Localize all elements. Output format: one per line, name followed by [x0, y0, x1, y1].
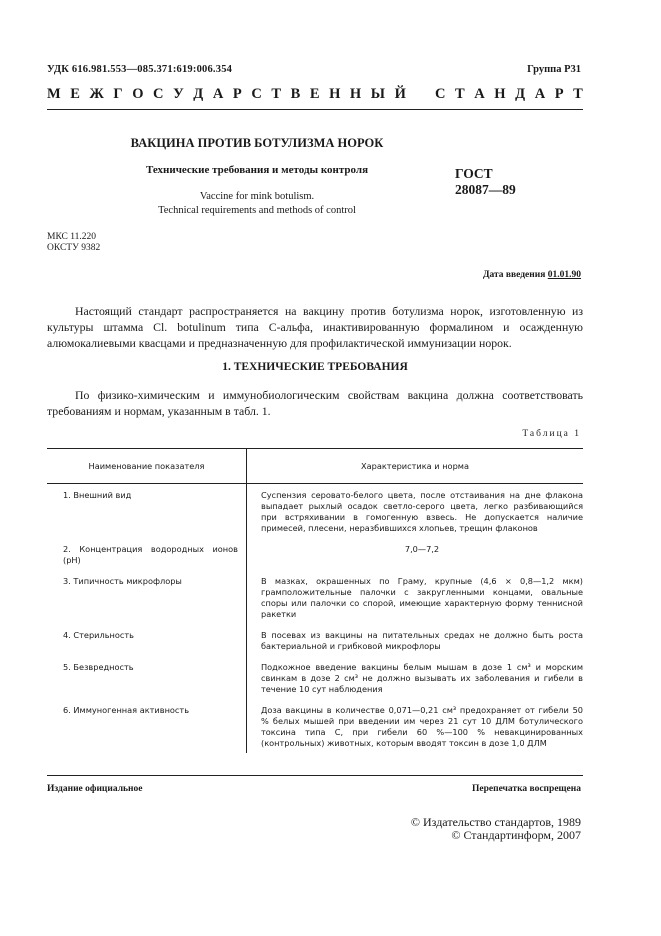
table-caption: Таблица 1	[522, 429, 581, 439]
gost-label: ГОСТ	[455, 166, 493, 181]
requirements-table	[47, 448, 583, 753]
mks-code: МКС 11.220	[47, 232, 97, 242]
table-row	[47, 484, 583, 539]
indicator-norm: Доза вакцины в количестве 0,071—0,21 см³ предохраняет от гибели 50 % белых мышей при введении им через 21 сут 10 ДЛМ ботулического токсина типа С, при гибели 60 %—100 % невакцинированных (контрольных) животных, которым вводят токсин в дозе 1,0 ДЛМ	[261, 705, 583, 748]
header-divider	[47, 109, 583, 110]
english-title-line2: Technical requirements and methods of control	[158, 205, 356, 216]
banner-letter: М	[47, 86, 61, 102]
banner-letter: Ы	[370, 86, 385, 102]
banner-letter: Н	[349, 86, 362, 102]
indicator-norm: Суспензия серовато-белого цвета, после отстаивания на дне флакона выпадает рыхлый осадок светло-серого цвета, легко разбивающийся при встряхивании в гомогенную взвесь. Не допускается наличие примесей, плесени, неразбившихся хлопьев, трещин флаконов	[261, 490, 583, 533]
table-row	[47, 699, 583, 753]
banner-letter: Е	[309, 86, 320, 102]
banner-letter: С	[434, 86, 446, 102]
okstu-code: ОКСТУ 9382	[47, 243, 101, 253]
table-row	[47, 656, 583, 699]
banner-letter: С	[153, 86, 164, 102]
banner-letter: А	[534, 86, 546, 102]
banner-letter: Т	[573, 86, 583, 102]
standard-banner	[47, 86, 583, 103]
indicator-name: 6. Иммуногенная активность	[47, 699, 247, 753]
table-row	[47, 624, 583, 656]
effective-date-label: Дата введения	[482, 270, 546, 280]
group-code: Группа Р31	[527, 64, 581, 75]
effective-date-value: 01.01.90	[547, 270, 581, 280]
banner-letter: А	[474, 86, 485, 102]
banner-letter: Г	[113, 86, 123, 102]
indicator-norm: В посевах из вакцины на питательных средах не должно быть роста бактериальной и грибковой микрофлоры	[261, 630, 583, 651]
intro-paragraph: Настоящий стандарт распространяется на вакцину против ботулизма норок, изготовленную из культуры штамма Cl. botulinum типа С-альфа, инактивированную формалином и осажденную алюмокалиевыми квасцами и предназначенную для профилактической иммунизации норок.	[47, 304, 583, 350]
footer-divider	[47, 775, 583, 776]
table-header-row	[47, 449, 583, 484]
banner-letter: Е	[70, 86, 80, 102]
udk-code: УДК 616.981.553—085.371:619:006.354	[47, 64, 233, 75]
banner-letter: Т	[271, 86, 282, 102]
indicator-name: 4. Стерильность	[47, 624, 247, 656]
section-paragraph: По физико-химическим и иммунобиологическим свойствам вакцина должна соответствовать требованиям и нормам, указанным в табл. 1.	[47, 388, 583, 418]
banner-letter: Р	[232, 86, 242, 102]
column-header-indicator: Наименование показателя	[47, 449, 247, 484]
indicator-norm: В мазках, окрашенных по Граму, крупные (4,6 × 0,8—1,2 мкм) грамположительные палочки с закругленными концами, овальные споры или палочки со спорой, имеющие характерную форму теннисной ракетки	[261, 576, 583, 619]
copyright-line: © Стандартинформ, 2007	[451, 828, 581, 842]
banner-letter: Д	[515, 86, 526, 102]
table-row	[47, 538, 583, 570]
official-edition-note: Издание официальное	[47, 784, 143, 794]
english-title-line1: Vaccine for mink botulism.	[199, 191, 315, 202]
copyright-block	[411, 816, 581, 842]
indicator-name: 5. Безвредность	[47, 656, 247, 699]
gost-designation	[455, 166, 516, 198]
document-subtitle: Технические требования и методы контроля	[145, 164, 369, 176]
banner-letter: С	[251, 86, 262, 102]
classification-codes	[47, 232, 100, 254]
banner-letter	[415, 86, 425, 103]
banner-letter: Т	[455, 86, 465, 102]
indicator-name: 3. Типичность микрофлоры	[47, 570, 247, 624]
section-heading: 1. ТЕХНИЧЕСКИЕ ТРЕБОВАНИЯ	[222, 361, 408, 373]
table-row	[47, 570, 583, 624]
document-title: ВАКЦИНА ПРОТИВ БОТУЛИЗМА НОРОК	[130, 136, 384, 150]
banner-letter: Н	[494, 86, 506, 102]
effective-date	[483, 270, 581, 280]
indicator-name: 2. Концентрация водородных ионов (рН)	[47, 538, 247, 570]
gost-number: 28087—89	[455, 182, 516, 197]
banner-letter: Р	[554, 86, 564, 102]
banner-letter: О	[132, 86, 144, 102]
banner-letter: Д	[193, 86, 204, 102]
banner-letter: В	[290, 86, 301, 102]
reprint-prohibited-note: Перепечатка воспрещена	[471, 784, 581, 794]
banner-letter: Н	[329, 86, 341, 102]
banner-letter: А	[212, 86, 224, 102]
indicator-norm: 7,0—7,2	[404, 544, 440, 554]
copyright-line: © Издательство стандартов, 1989	[410, 815, 581, 829]
indicator-norm: Подкожное введение вакцины белым мышам в дозе 1 см³ и морским свинкам в дозе 2 см³ не должно вызывать их заболевания и гибели в течение 10 сут наблюдения	[261, 662, 583, 694]
column-header-norm: Характеристика и норма	[247, 449, 584, 484]
banner-letter: Й	[394, 86, 406, 102]
banner-letter: Ж	[89, 86, 104, 102]
indicator-name: 1. Внешний вид	[47, 484, 247, 539]
banner-letter: У	[173, 86, 184, 102]
